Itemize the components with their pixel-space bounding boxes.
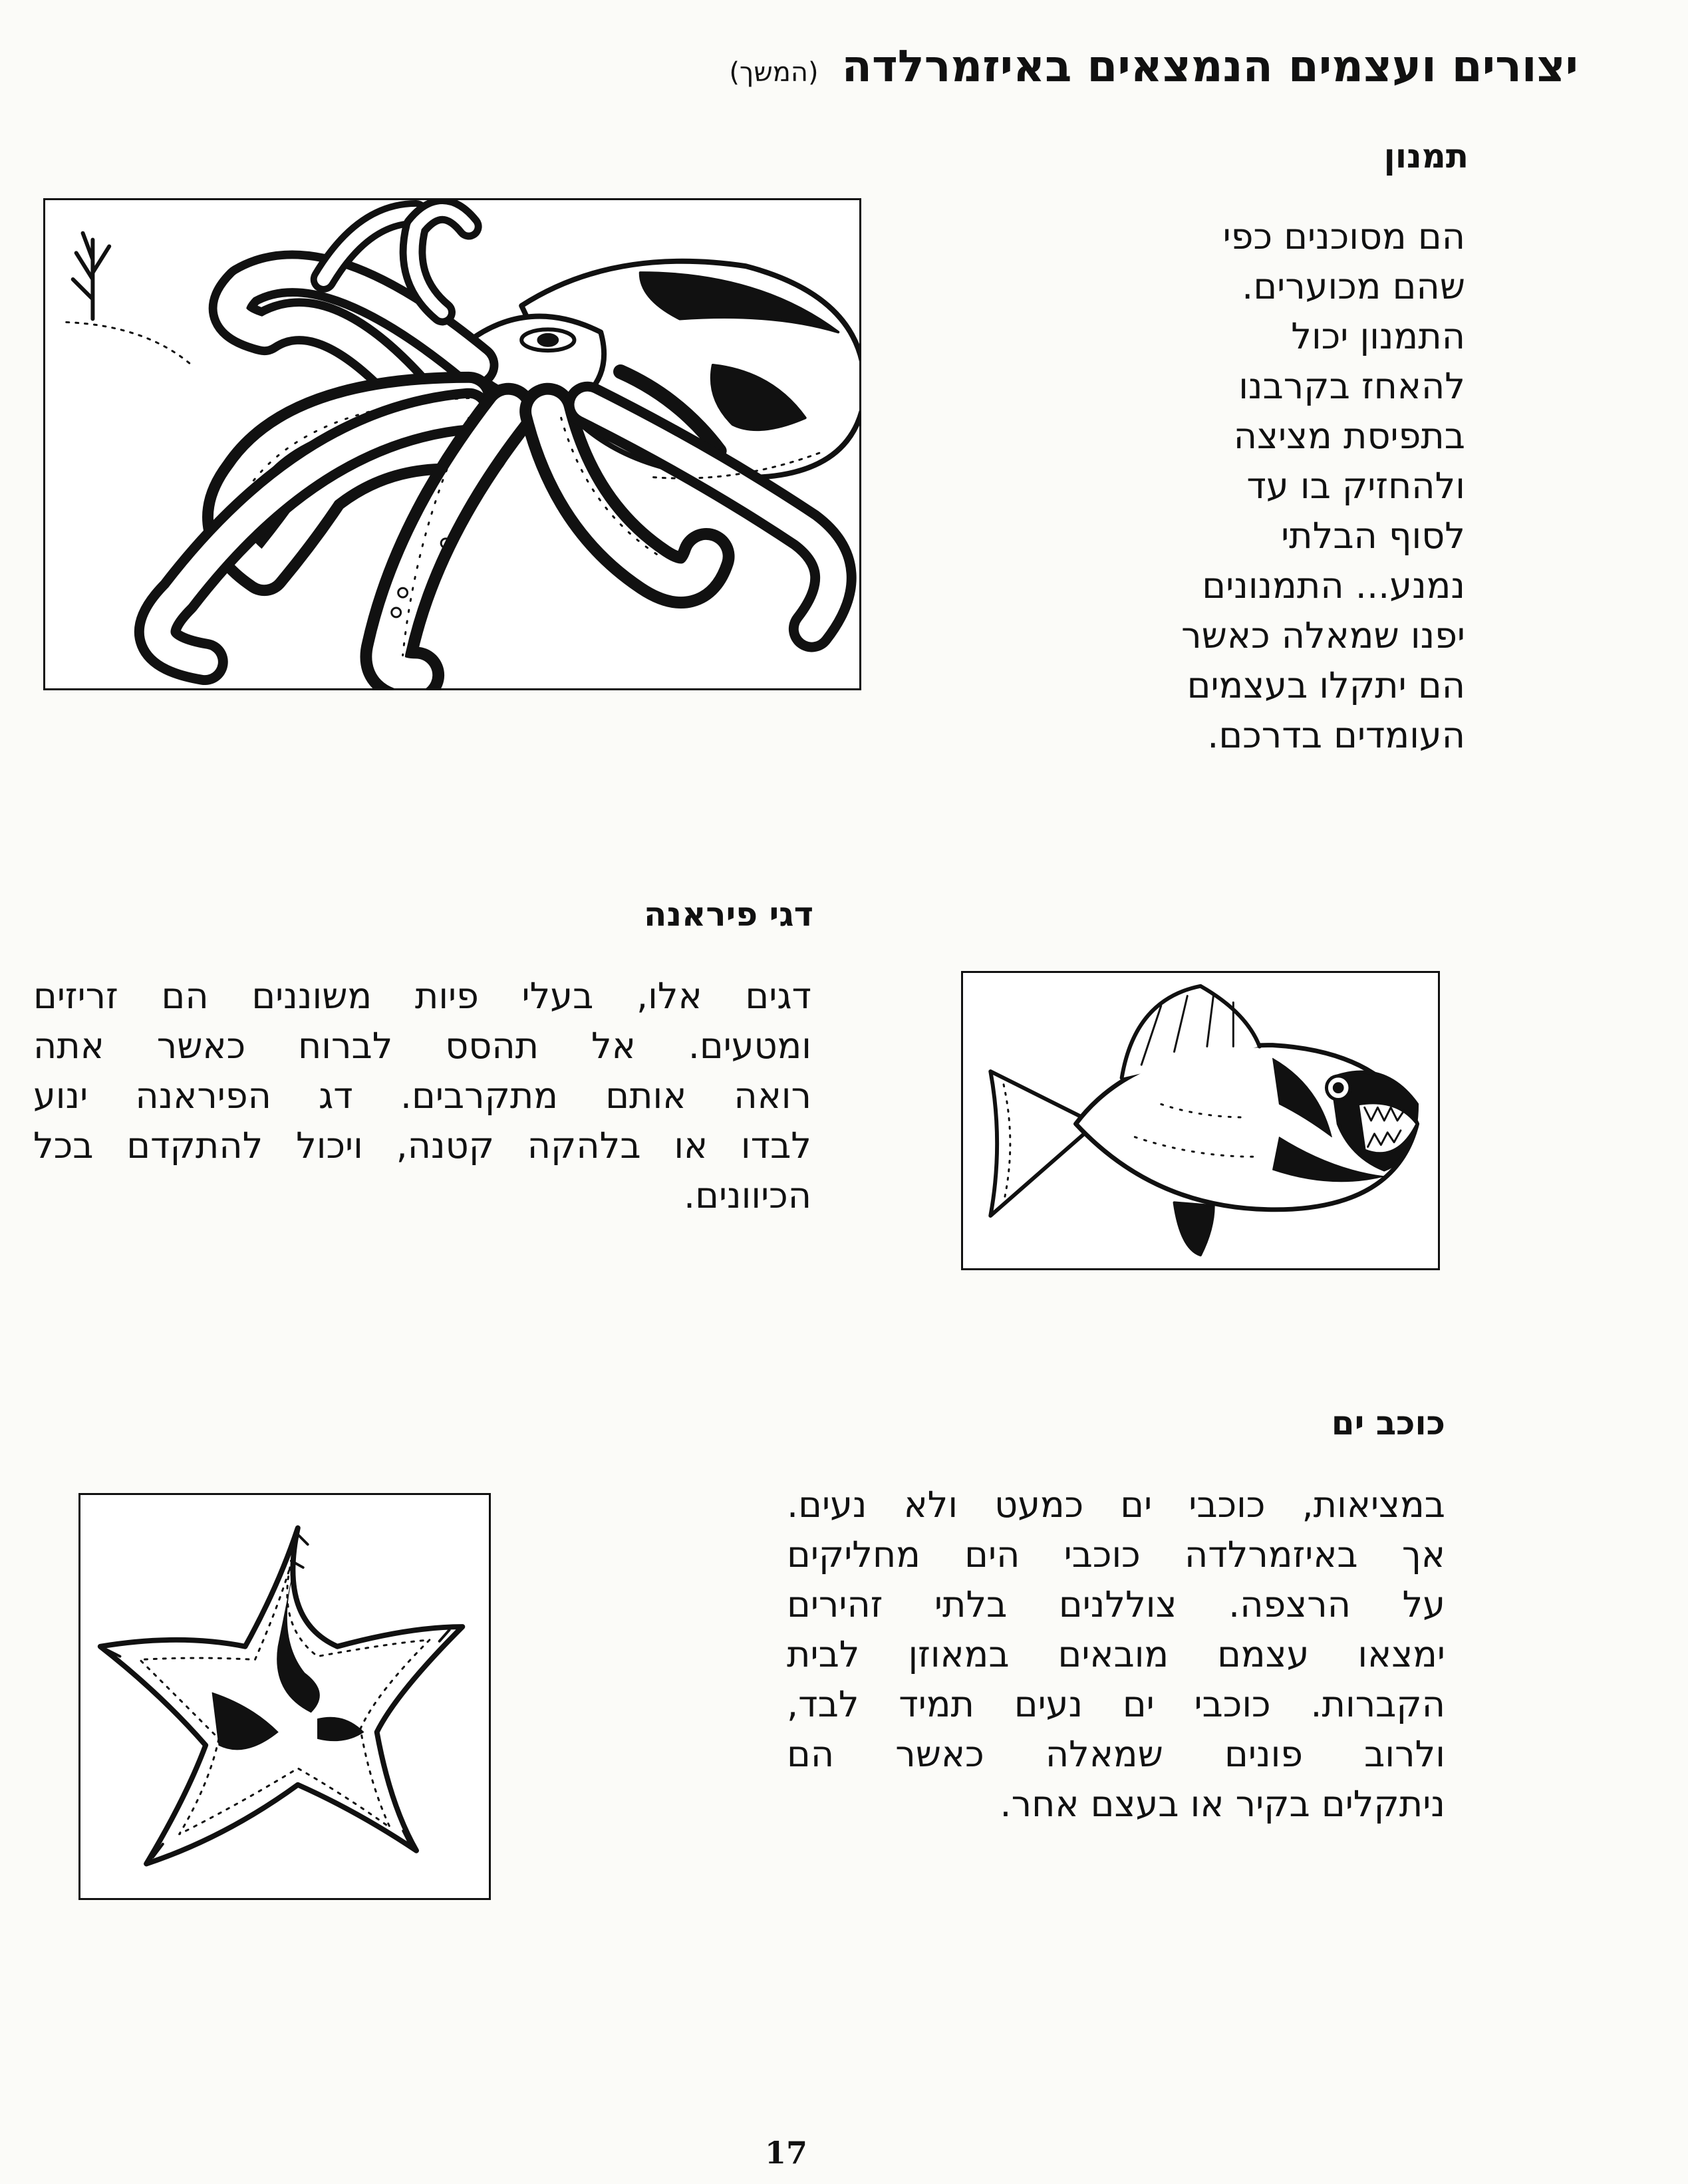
octopus-line: להאחז בקרבנו [1238,365,1465,407]
octopus-line: שהם מכוערים. [1242,265,1465,307]
piranha-line: רואה אותם מתקרבים. דג הפיראנה ינוע [33,1075,811,1117]
starfish-description [787,1480,1445,1829]
octopus-line: הם מסוכנים כפי [1222,215,1465,257]
page-number: 17 [765,2135,808,2171]
starfish-heading: כוכב ים [1331,1404,1445,1442]
octopus-line: העומדים בדרכם. [1207,714,1465,756]
starfish-line: אך באיזמרלדה כוכבי הים מחליקים [787,1534,1445,1575]
piranha-line: דגים אלו, בעלי פיות משוננים הם זריזים [33,975,811,1017]
octopus-line: נמנע... התמנונים [1202,565,1465,607]
piranha-line: לבדו או בלהקה קטנה, ויכול להתקדם בכל [33,1125,811,1166]
octopus-description [1181,211,1465,760]
octopus-line: לסוף הבלתי [1281,515,1465,557]
starfish-line: במציאות, כוכבי ים כמעט ולא נעים. [787,1484,1445,1526]
starfish-line: ימצאו עצמם מובאים במאוזן לבית [787,1633,1445,1675]
page-title-suffix: (המשך) [729,57,819,88]
piranha-icon [963,973,1438,1268]
piranha-illustration [961,971,1440,1270]
piranha-description [33,971,811,1220]
starfish-icon [80,1495,489,1898]
page-title [729,40,1578,92]
piranha-line: הכיוונים. [683,1174,811,1216]
starfish-line: ניתקלים בקיר או בעצם אחר. [1000,1783,1445,1825]
piranha-line: ומטעים. אל תהסס לברוח כאשר אתה [33,1025,811,1067]
octopus-line: יפנו שמאלה כאשר [1181,614,1465,656]
starfish-illustration [78,1493,491,1900]
starfish-line: הקברות. כוכבי ים נעים תמיד לבד, [787,1683,1445,1725]
octopus-icon [45,200,859,688]
octopus-line: ולהחזיק בו עד [1246,465,1465,507]
starfish-line: על הרצפה. צוללנים בלתי זהירים [787,1583,1445,1625]
octopus-illustration [43,198,861,690]
octopus-heading: תמנון [1383,137,1469,176]
page-title-text: יצורים ועצמים הנמצאים באיזמרלדה [841,41,1578,92]
octopus-line: בתפיסת מציצה [1233,415,1465,457]
octopus-line: התמנון יכול [1291,315,1465,357]
octopus-line: הם יתקלו בעצמים [1187,664,1465,706]
starfish-line: ולרוב פונים שמאלה כאשר הם [787,1733,1445,1775]
piranha-heading: דגי פיראנה [644,895,813,934]
